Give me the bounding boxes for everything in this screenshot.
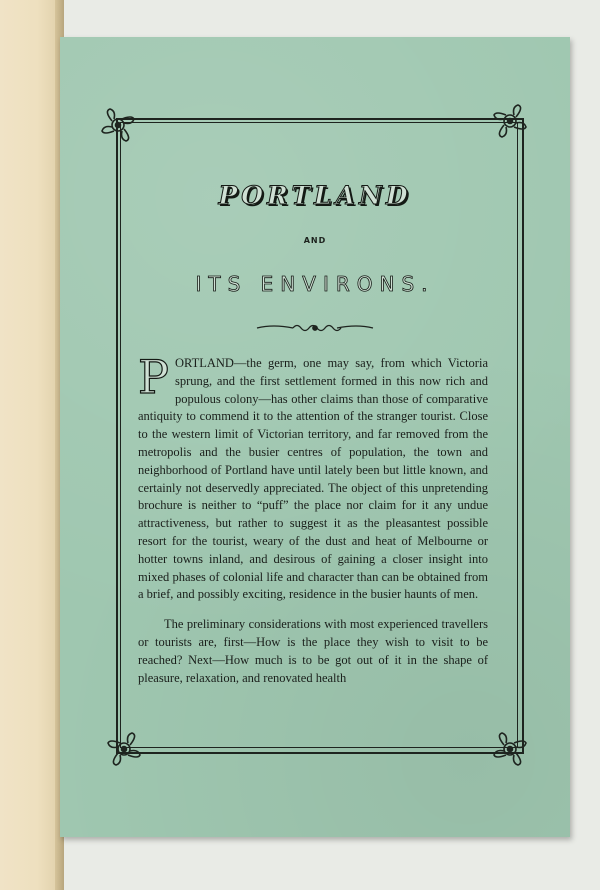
facing-page xyxy=(0,0,62,890)
page-title: PORTLAND xyxy=(218,181,412,210)
paragraph-introduction-text: ORTLAND—the germ, one may say, from which Victoria sprung, and the first settlement formed in this now rich and populous colony—has other claims than those of comparative antiquity to commend it to the attention of the stranger tourist. Close to the western limit of Victorian territory, and far removed from the metropolis and the busier centres of population, the town and neighborhood of Portland have until lately been but little known, and certainly not deservedly appreciated. The object of this unpretending brochure is neither to “puff” the place nor claim for it any undue attractiveness, but rather to suggest it as the pleasantest possible resort for the tourist, weary of the dust and heat of Melbourne or hotter towns inland, and desirous of gaining a closer insight into mixed phases of colonial life and character than can be obtained from a brief, and possibly exciting, residence in the busier haunts of men. xyxy=(138,356,488,602)
page-subtitle: ITS ENVIRONS. xyxy=(195,272,435,296)
paragraph-considerations: The preliminary considerations with most experienced travellers or tourists are, first—How is the place they wish to visit to be reached? Next—How much is to be got out of it in the shape of pleasure, relaxation, and renovated health xyxy=(138,617,488,685)
paragraph-introduction xyxy=(138,350,488,604)
drop-cap: P xyxy=(138,350,169,404)
ornamental-divider xyxy=(255,321,375,335)
title-conjunction: AND xyxy=(303,236,327,245)
corner-ornament-bottom-left xyxy=(104,729,144,769)
corner-ornament-bottom-right xyxy=(490,729,530,769)
corner-ornament-top-left xyxy=(98,105,138,145)
body-text xyxy=(138,350,488,687)
pamphlet-page xyxy=(60,37,570,837)
corner-ornament-top-right xyxy=(490,101,530,141)
